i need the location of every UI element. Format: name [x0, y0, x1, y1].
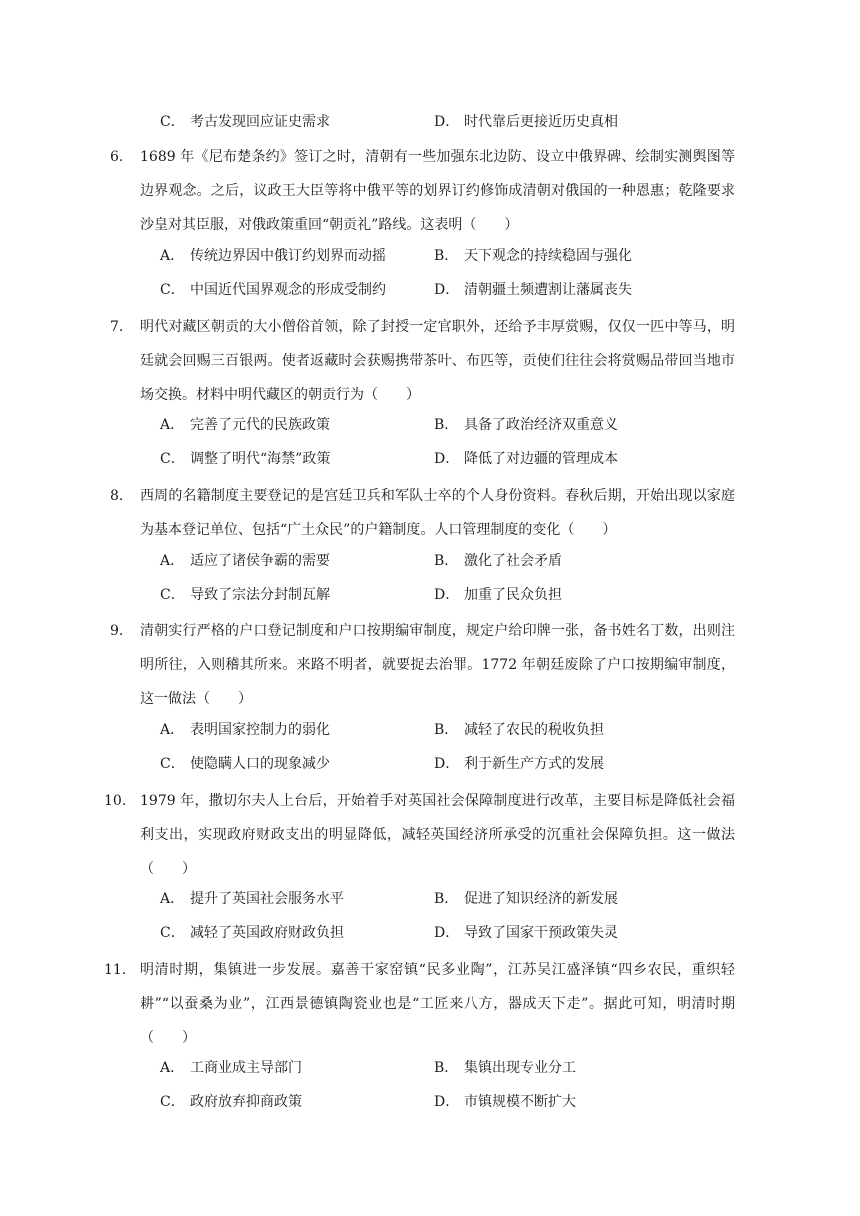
question-11-option-a: A． 工商业成主导部门: [160, 1060, 302, 1076]
question-6-stem: 6. 1689 年《尼布楚条约》签订之时，清朝有一些加强东北边防、设立中俄界碑、绘制实测舆图等边界观念。之后，议政王大臣等将中俄平等的划界订约修饰成清朝对俄国的一种恩惠；乾隆要求沙皇对其臣服，对俄政策重回“朝贡礼”路线。这表明（ ）: [140, 140, 735, 242]
question-10-option-b: B． 促进了知识经济的新发展: [434, 891, 618, 907]
question-9-stem: 9. 清朝实行严格的户口登记制度和户口按期编审制度，规定户给印牌一张，备书姓名丁数，出则注明所往，入则稽其所来。来路不明者，就要捉去治罪。1772 年朝廷废除了户口按期编审制度，这一做法（ ）: [140, 614, 735, 716]
question-7-stem: 7. 明代对藏区朝贡的大小僧俗首领，除了封授一定官职外，还给予丰厚赏赐，仅仅一匹中等马，明廷就会回赐三百银两。使者返藏时会获赐携带茶叶、布匹等，贡使们往往会将赏赐品带回当地市场交换。材料中明代藏区的朝贡行为（ ）: [140, 310, 735, 412]
question-8-stem: 8. 西周的名籍制度主要登记的是宫廷卫兵和军队士卒的个人身份资料。春秋后期，开始出现以家庭为基本登记单位、包括“广土众民”的户籍制度。人口管理制度的变化（ ）: [140, 479, 735, 547]
question-6-option-a: A． 传统边界因中俄订约划界而动摇: [160, 248, 386, 264]
question-11-option-c: C． 政府放弃抑商政策: [160, 1094, 302, 1110]
question-9-option-a: A． 表明国家控制力的弱化: [160, 722, 330, 738]
question-6-option-d: D． 清朝疆土频遭割让藩属丧失: [434, 282, 632, 298]
question-11-option-b: B． 集镇出现专业分工: [434, 1060, 576, 1076]
question-7-option-b: B． 具备了政治经济双重意义: [434, 417, 618, 433]
question-8-option-a: A． 适应了诸侯争霸的需要: [160, 553, 330, 569]
question-7-option-a: A． 完善了元代的民族政策: [160, 417, 330, 433]
prev-option-c: C． 考古发现回应证史需求: [160, 114, 330, 130]
question-10-stem: 10. 1979 年，撒切尔夫人上台后，开始着手对英国社会保障制度进行改革，主要目标是降低社会福利支出，实现政府财政支出的明显降低，减轻英国经济所承受的沉重社会保障负担。这一做法（ ）: [140, 784, 735, 886]
question-number: 11.: [104, 962, 127, 978]
question-10-option-a: A． 提升了英国社会服务水平: [160, 891, 344, 907]
question-number: 8.: [110, 488, 124, 504]
question-6-option-b: B． 天下观念的持续稳固与强化: [434, 248, 632, 264]
prev-option-d: D． 时代靠后更接近历史真相: [434, 114, 618, 130]
question-8-option-c: C． 导致了宗法分封制瓦解: [160, 587, 330, 603]
question-number: 10.: [104, 793, 127, 809]
question-10-option-d: D． 导致了国家干预政策失灵: [434, 925, 618, 941]
question-number: 9.: [110, 623, 124, 639]
question-7-option-d: D． 降低了对边疆的管理成本: [434, 451, 618, 467]
question-9-option-d: D． 利于新生产方式的发展: [434, 756, 604, 772]
question-6-option-c: C． 中国近代国界观念的形成受制约: [160, 282, 386, 298]
question-9-option-c: C． 使隐瞒人口的现象减少: [160, 756, 330, 772]
question-11-option-d: D． 市镇规模不断扩大: [434, 1094, 576, 1110]
question-8-option-b: B． 激化了社会矛盾: [434, 553, 562, 569]
question-8-option-d: D． 加重了民众负担: [434, 587, 562, 603]
question-9-option-b: B． 减轻了农民的税收负担: [434, 722, 604, 738]
question-11-stem: 11. 明清时期，集镇进一步发展。嘉善干家窑镇“民多业陶”，江苏吴江盛泽镇“四乡农民，重织轻耕”“以蚕桑为业”，江西景德镇陶瓷业也是“工匠来八方，器成天下走”。据此可知，明清时期（ ）: [140, 953, 735, 1055]
question-10-option-c: C． 减轻了英国政府财政负担: [160, 925, 344, 941]
question-7-option-c: C． 调整了明代“海禁”政策: [160, 451, 331, 467]
question-number: 7.: [110, 319, 124, 335]
question-number: 6.: [110, 149, 124, 165]
